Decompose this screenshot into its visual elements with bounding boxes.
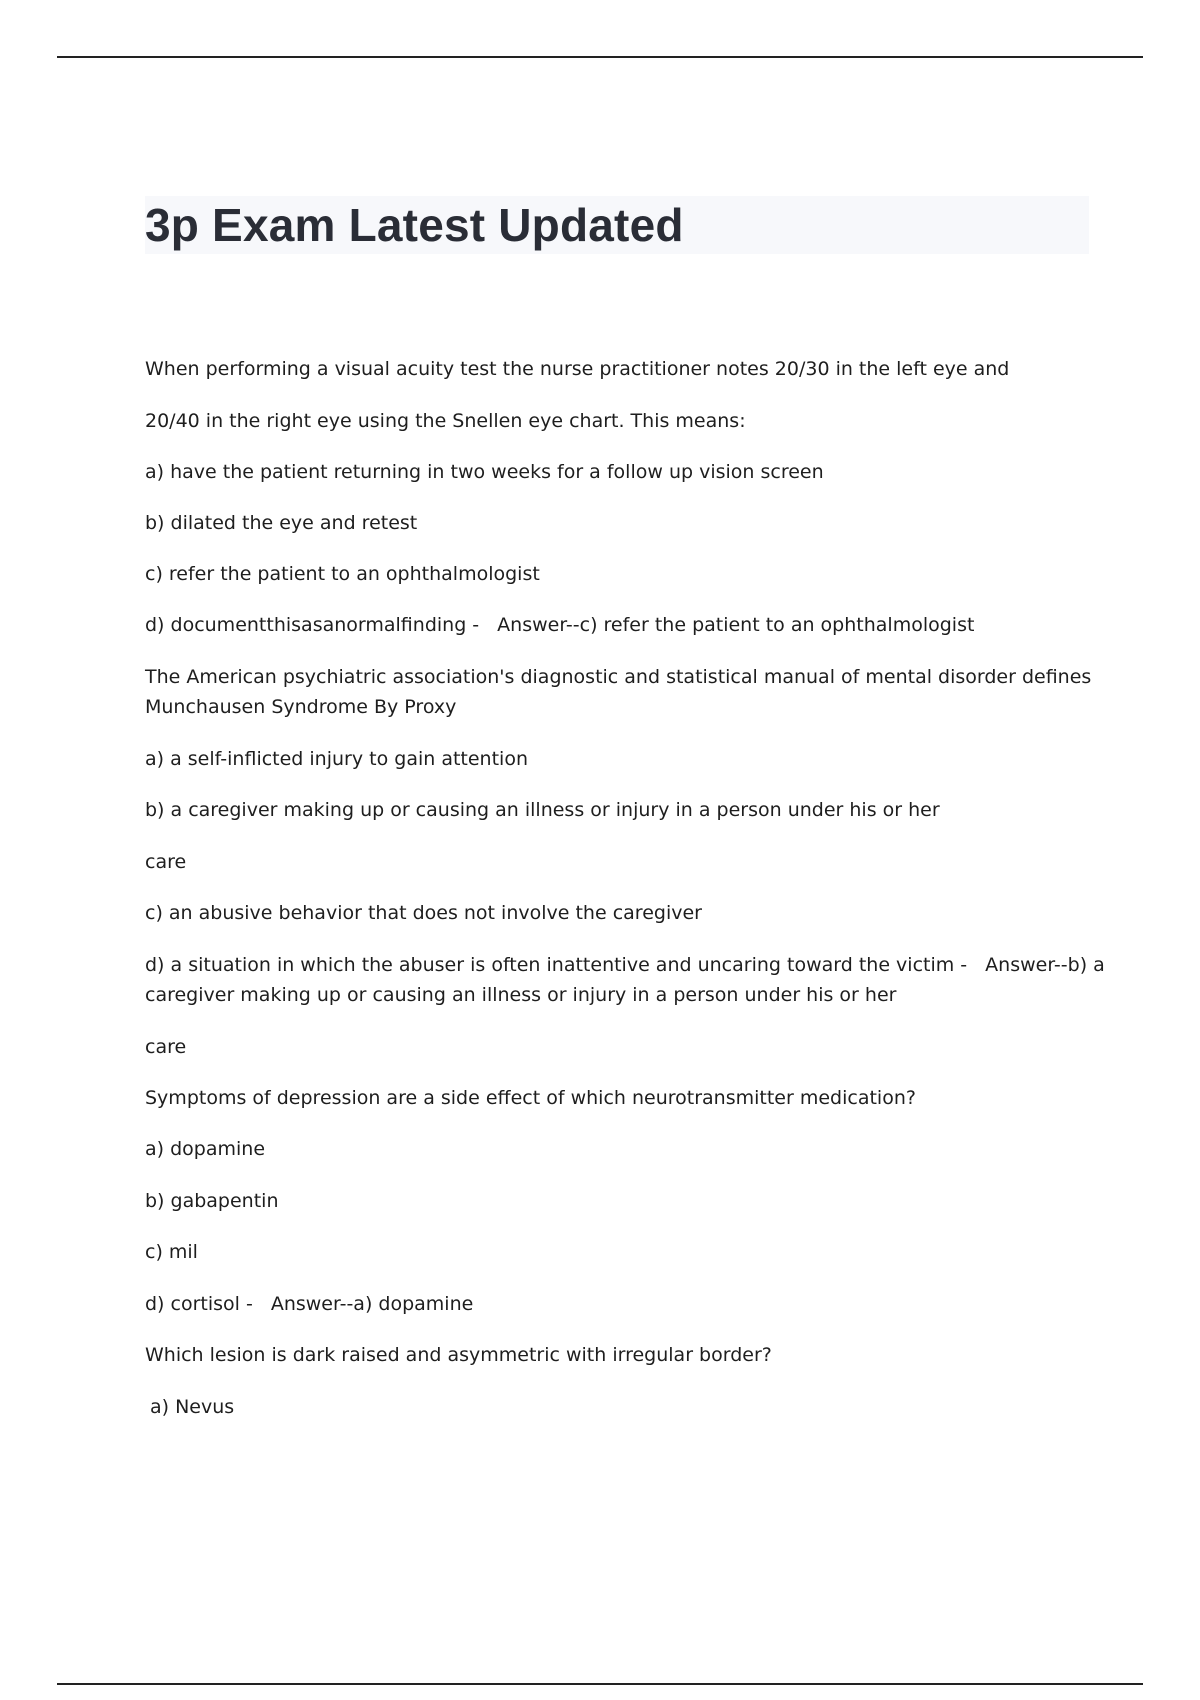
text-line: care: [145, 1036, 187, 1058]
option-line: b) a caregiver making up or causing an illness or injury in a person under his or her: [145, 799, 940, 821]
answer-text: Answer--a) dopamine: [270, 1293, 474, 1315]
option-line: a) have the patient returning in two weeks for a follow up vision screen: [145, 461, 824, 483]
text-line: The American psychiatric association's diagnostic and statistical manual of mental disorder defines: [145, 666, 1092, 688]
option-line: c) refer the patient to an ophthalmologist: [145, 563, 540, 585]
bottom-rule: [57, 1683, 1143, 1685]
option-text: d) cortisol -: [145, 1293, 253, 1315]
option-text: d) a situation in which the abuser is often inattentive and uncaring toward the victim -: [145, 954, 968, 976]
text-line: 20/40 in the right eye using the Snellen eye chart. This means:: [145, 410, 746, 432]
option-text: d) documentthisasanormalfinding -: [145, 614, 480, 636]
option-line: b) dilated the eye and retest: [145, 512, 418, 534]
text-line: caregiver making up or causing an illness or injury in a person under his or her: [145, 984, 897, 1006]
answer-text: Answer--c) refer the patient to an ophthalmologist: [497, 614, 975, 636]
option-answer-line: [145, 1289, 473, 1319]
option-answer-line: [145, 950, 1105, 980]
option-line: care: [145, 851, 187, 873]
text-line: Symptoms of depression are a side effect of which neurotransmitter medication?: [145, 1087, 916, 1109]
top-rule: [57, 56, 1143, 58]
option-line: c) an abusive behavior that does not involve the caregiver: [145, 902, 702, 924]
option-line: a) a self-inflicted injury to gain attention: [145, 748, 528, 770]
answer-text: Answer--b) a: [985, 954, 1105, 976]
option-line: a) dopamine: [145, 1138, 266, 1160]
text-line: Which lesion is dark raised and asymmetric with irregular border?: [145, 1344, 772, 1366]
text-line: When performing a visual acuity test the nurse practitioner notes 20/30 in the left eye and: [145, 358, 1010, 380]
option-answer-line: [145, 610, 974, 640]
option-line: a) Nevus: [150, 1396, 235, 1418]
page-title: 3p Exam Latest Updated: [145, 199, 684, 251]
text-line: Munchausen Syndrome By Proxy: [145, 696, 457, 718]
option-line: b) gabapentin: [145, 1190, 279, 1212]
option-line: c) mil: [145, 1241, 198, 1263]
